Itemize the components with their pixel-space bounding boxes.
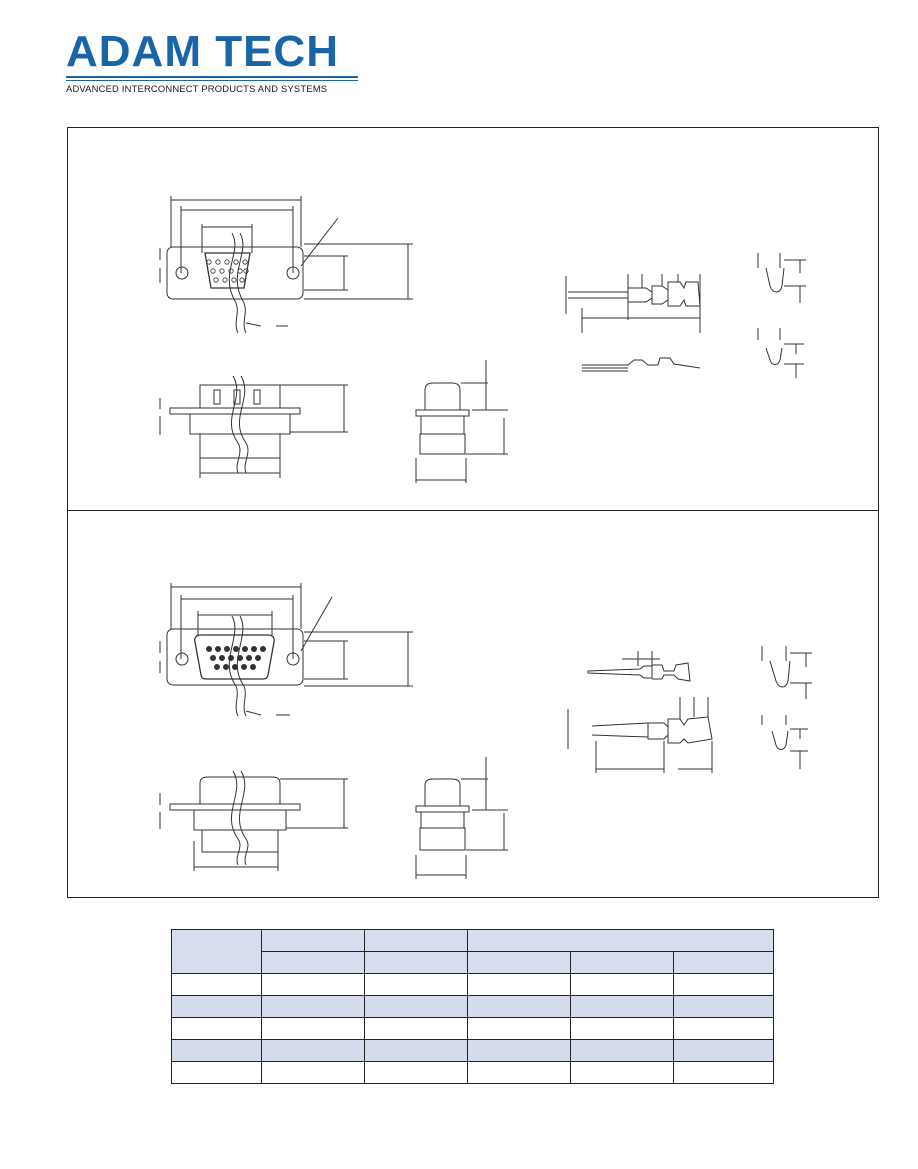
table-cell: [468, 996, 571, 1018]
brand-name: ADAM TECH: [66, 27, 339, 76]
logo-rule-1: [66, 76, 358, 78]
table-cell: [571, 974, 674, 996]
female-contact-socket: [568, 651, 712, 773]
female-side-view: [160, 771, 348, 871]
logo-rule-2: [66, 80, 358, 81]
table-cell: [262, 1018, 365, 1040]
table-cell: [172, 996, 262, 1018]
table-header-cell: [674, 952, 774, 974]
table-cell: [262, 1062, 365, 1084]
male-end-view: [416, 360, 508, 483]
table-cell: [571, 996, 674, 1018]
female-end-view: [416, 757, 508, 879]
table-cell: [172, 1018, 262, 1040]
male-front-view: [160, 196, 413, 333]
table-header-cell: [365, 930, 468, 952]
table-header-cell: [468, 930, 774, 952]
table-header-cell: [172, 930, 262, 974]
table-cell: [468, 1018, 571, 1040]
male-side-view: [160, 376, 348, 478]
brand-tagline: ADVANCED INTERCONNECT PRODUCTS AND SYSTEMS: [66, 83, 328, 94]
table-cell: [172, 1062, 262, 1084]
table-cell: [571, 1018, 674, 1040]
table-row: [172, 1018, 774, 1040]
table-cell: [365, 974, 468, 996]
table-cell: [674, 1018, 774, 1040]
table-row: [172, 996, 774, 1018]
table-cell: [172, 974, 262, 996]
table-cell: [365, 1062, 468, 1084]
brand-logo: [66, 27, 362, 96]
male-connector-drawing: [68, 128, 878, 511]
table-header-row: [172, 930, 774, 952]
female-connector-drawing: [68, 511, 878, 897]
table-cell: [365, 1040, 468, 1062]
table-cell: [172, 1040, 262, 1062]
female-crimp-profile: [762, 646, 812, 769]
table-cell: [468, 974, 571, 996]
table-cell: [365, 1018, 468, 1040]
table-header-cell: [571, 952, 674, 974]
drawing-panel-male: [67, 127, 879, 512]
table-cell: [674, 1040, 774, 1062]
drawing-panel-female: [67, 510, 879, 898]
female-front-view: [160, 583, 413, 716]
table-header-cell: [365, 952, 468, 974]
male-crimp-profile: [758, 253, 806, 378]
table-header-cell: [468, 952, 571, 974]
table-cell: [365, 996, 468, 1018]
table-cell: [468, 1040, 571, 1062]
table-cell: [674, 974, 774, 996]
table-header-cell: [262, 930, 365, 952]
table-cell: [571, 1062, 674, 1084]
table-cell: [571, 1040, 674, 1062]
table-cell: [674, 1062, 774, 1084]
table-subheader-row: [172, 952, 774, 974]
table-cell: [262, 974, 365, 996]
table-cell: [674, 996, 774, 1018]
table-cell: [262, 1040, 365, 1062]
table-header-cell: [262, 952, 365, 974]
table-row: [172, 1040, 774, 1062]
table-cell: [468, 1062, 571, 1084]
table-row: [172, 1062, 774, 1084]
table-row: [172, 974, 774, 996]
table-cell: [262, 996, 365, 1018]
spec-table: [171, 929, 774, 1084]
male-contact-pin: [566, 274, 700, 371]
